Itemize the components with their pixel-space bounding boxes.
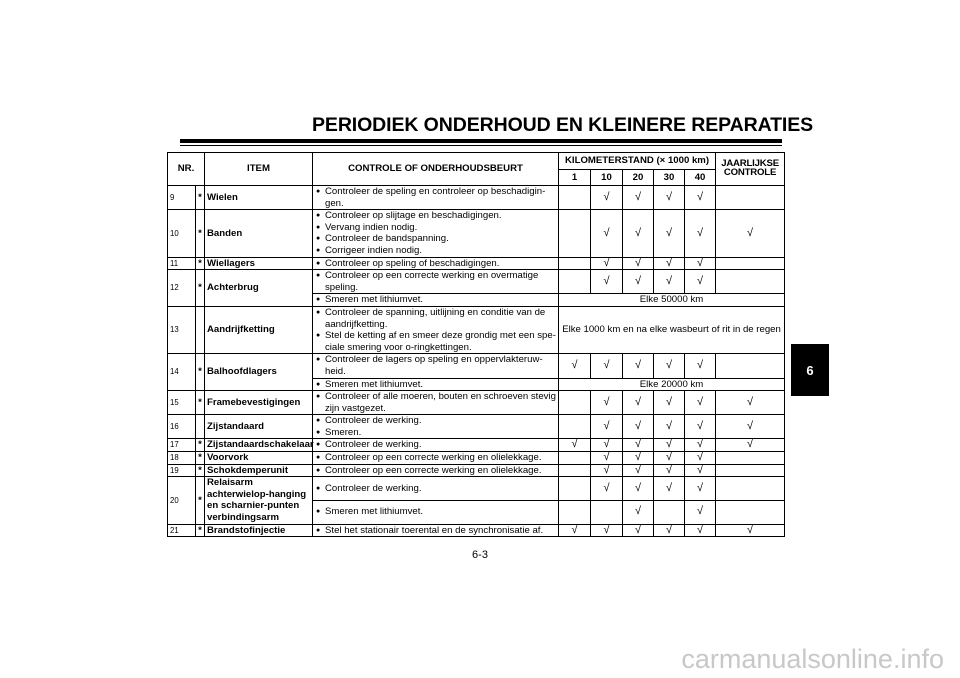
check-mark-cell <box>559 391 591 415</box>
check-mark-cell: √ <box>685 391 716 415</box>
check-list <box>315 506 556 518</box>
check-mark-cell <box>559 270 591 294</box>
row-number: 13 <box>168 306 196 353</box>
item-name: Zijstandaard <box>205 415 313 439</box>
check-mark-cell: √ <box>654 415 685 439</box>
item-name: Brandstofinjectie <box>205 524 313 537</box>
check-mark-cell <box>716 452 785 465</box>
row-number: 17 <box>168 439 196 452</box>
row-number: 15 <box>168 391 196 415</box>
watermark: carmanualsonline.info <box>681 644 944 674</box>
check-mark-cell <box>716 186 785 210</box>
check-list <box>315 354 556 377</box>
check-mark-cell: √ <box>654 477 685 501</box>
check-mark-cell: √ <box>716 415 785 439</box>
check-mark-cell: √ <box>654 524 685 537</box>
check-mark-cell: √ <box>716 210 785 257</box>
item-name: Voorvork <box>205 452 313 465</box>
check-mark-cell: √ <box>685 500 716 524</box>
check-item: ● Controleer op een correcte werking en olielekkage. <box>315 452 556 464</box>
row-number: 11 <box>168 257 196 270</box>
check-mark-cell: √ <box>591 464 623 477</box>
check-list <box>315 258 556 270</box>
table-row <box>168 464 785 477</box>
check-mark-cell: √ <box>623 186 654 210</box>
check-mark-cell: √ <box>654 210 685 257</box>
check-mark-cell: √ <box>591 452 623 465</box>
dealer-mark: * <box>196 186 205 210</box>
check-item: ● Smeren met lithiumvet. <box>315 379 556 391</box>
dealer-mark <box>196 415 205 439</box>
table-row <box>168 257 785 270</box>
check-mark-cell: √ <box>685 354 716 378</box>
check-list <box>315 379 556 391</box>
check-description <box>313 477 559 501</box>
item-name: Schokdemperunit <box>205 464 313 477</box>
table-row <box>168 306 785 353</box>
check-list <box>315 465 556 477</box>
item-name: Wiellagers <box>205 257 313 270</box>
check-mark-cell: √ <box>654 464 685 477</box>
row-number: 20 <box>168 477 196 524</box>
header-km-1: 1 <box>559 170 591 186</box>
check-item: ● Controleer of alle moeren, bouten en schroeven stevig zijn vastgezet. <box>315 391 556 414</box>
table-row <box>168 415 785 439</box>
check-item: ● Smeren met lithiumvet. <box>315 506 556 518</box>
header-km-30: 30 <box>654 170 685 186</box>
chapter-tab: 6 <box>791 344 829 396</box>
check-mark-cell: √ <box>591 524 623 537</box>
check-mark-cell <box>559 186 591 210</box>
check-mark-cell: √ <box>654 186 685 210</box>
check-mark-cell: √ <box>591 354 623 378</box>
check-mark-cell: √ <box>685 452 716 465</box>
check-mark-cell: √ <box>685 439 716 452</box>
item-name: Framebevestigingen <box>205 391 313 415</box>
check-mark-cell: √ <box>623 500 654 524</box>
check-item: ● Smeren met lithiumvet. <box>315 294 556 306</box>
check-item: ● Controleer op slijtage en beschadigingen. <box>315 210 556 222</box>
check-item: ● Controleer op een correcte werking en olielekkage. <box>315 465 556 477</box>
header-yearly-line1: JAARLIJKSE <box>721 158 779 170</box>
check-description <box>313 391 559 415</box>
check-description <box>313 210 559 257</box>
check-mark-cell <box>716 354 785 378</box>
row-number: 19 <box>168 464 196 477</box>
row-number: 9 <box>168 186 196 210</box>
title-rule-thin <box>180 145 782 146</box>
header-km-10: 10 <box>591 170 623 186</box>
check-description <box>313 439 559 452</box>
check-description <box>313 500 559 524</box>
check-mark-cell <box>716 500 785 524</box>
item-name: Balhoofdlagers <box>205 354 313 391</box>
check-mark-cell: √ <box>591 415 623 439</box>
check-mark-cell: √ <box>623 257 654 270</box>
table-row <box>168 524 785 537</box>
check-mark-cell: √ <box>685 415 716 439</box>
table-row <box>168 270 785 294</box>
header-item: ITEM <box>205 153 313 186</box>
check-mark-cell: √ <box>591 439 623 452</box>
item-name: Aandrijfketting <box>205 306 313 353</box>
check-item: ● Controleer de lagers op speling en oppervlakteruw-heid. <box>315 354 556 377</box>
check-description <box>313 270 559 294</box>
check-description <box>313 294 559 307</box>
check-description <box>313 257 559 270</box>
check-mark-cell <box>559 464 591 477</box>
check-list <box>315 270 556 293</box>
check-mark-cell <box>716 477 785 501</box>
header-yearly-check <box>716 153 785 186</box>
check-mark-cell: √ <box>591 186 623 210</box>
check-mark-cell <box>716 464 785 477</box>
dealer-mark: * <box>196 210 205 257</box>
check-description <box>313 464 559 477</box>
check-item: ● Controleer de werking. <box>315 415 556 427</box>
check-list <box>315 439 556 451</box>
check-item: ● Controleer de spanning, uitlijning en conditie van de aandrijfketting. <box>315 307 556 330</box>
check-mark-cell: √ <box>591 257 623 270</box>
interval-text: Elke 1000 km en na elke wasbeurt of rit in de regen <box>559 306 785 353</box>
check-mark-cell: √ <box>623 464 654 477</box>
row-number: 14 <box>168 354 196 391</box>
check-mark-cell: √ <box>559 524 591 537</box>
check-mark-cell: √ <box>685 477 716 501</box>
header-km-20: 20 <box>623 170 654 186</box>
check-mark-cell: √ <box>685 270 716 294</box>
check-mark-cell <box>559 257 591 270</box>
table-row <box>168 354 785 378</box>
item-name: Achterbrug <box>205 270 313 307</box>
check-item: ● Corrigeer indien nodig. <box>315 245 556 257</box>
row-number: 12 <box>168 270 196 307</box>
check-item: ● Stel het stationair toerental en de synchronisatie af. <box>315 525 556 537</box>
interval-text: Elke 50000 km <box>559 294 785 307</box>
check-description <box>313 524 559 537</box>
check-mark-cell: √ <box>591 477 623 501</box>
check-mark-cell: √ <box>623 270 654 294</box>
dealer-mark: * <box>196 257 205 270</box>
header-yearly-line2: CONTROLE <box>723 167 777 178</box>
item-name: Zijstandaardschakelaar <box>205 439 313 452</box>
check-mark-cell: √ <box>623 439 654 452</box>
item-name: Relaisarm achterwielop-hanging en scharnier-punten verbindingsarm <box>205 477 313 524</box>
check-description <box>313 452 559 465</box>
check-mark-cell: √ <box>654 391 685 415</box>
check-item: ● Stel de ketting af en smeer deze grondig met een spe-ciale smering voor o-ringkettingen. <box>315 330 556 353</box>
check-list <box>315 210 556 256</box>
check-description <box>313 306 559 353</box>
check-description <box>313 354 559 378</box>
check-mark-cell: √ <box>623 415 654 439</box>
check-item: ● Controleer de bandspanning. <box>315 233 556 245</box>
table-row <box>168 452 785 465</box>
check-mark-cell <box>559 452 591 465</box>
check-item: ● Controleer de speling en controleer op beschadigin-gen. <box>315 186 556 209</box>
header-nr: NR. <box>168 153 205 186</box>
check-item: ● Controleer de werking. <box>315 483 556 495</box>
check-mark-cell: √ <box>623 354 654 378</box>
table-row <box>168 210 785 257</box>
dealer-mark: * <box>196 464 205 477</box>
dealer-mark: * <box>196 477 205 524</box>
table-row <box>168 477 785 501</box>
check-list <box>315 452 556 464</box>
page-number: 6-3 <box>472 549 488 561</box>
maintenance-table <box>167 152 785 537</box>
check-mark-cell <box>559 210 591 257</box>
page-title: PERIODIEK ONDERHOUD EN KLEINERE REPARATIES <box>312 114 814 136</box>
header-km-40: 40 <box>685 170 716 186</box>
check-item: ● Smeren. <box>315 427 556 439</box>
check-list <box>315 483 556 495</box>
dealer-mark: * <box>196 439 205 452</box>
item-name: Banden <box>205 210 313 257</box>
check-description <box>313 186 559 210</box>
check-list <box>315 186 556 209</box>
check-list <box>315 391 556 414</box>
check-mark-cell: √ <box>591 270 623 294</box>
item-name: Wielen <box>205 186 313 210</box>
check-description <box>313 378 559 391</box>
check-mark-cell: √ <box>654 452 685 465</box>
check-list <box>315 294 556 306</box>
check-mark-cell: √ <box>685 257 716 270</box>
row-number: 18 <box>168 452 196 465</box>
check-item: ● Controleer de werking. <box>315 439 556 451</box>
header-check: CONTROLE OF ONDERHOUDSBEURT <box>313 153 559 186</box>
check-mark-cell: √ <box>716 439 785 452</box>
check-list <box>315 525 556 537</box>
check-mark-cell <box>716 257 785 270</box>
check-mark-cell: √ <box>654 270 685 294</box>
check-mark-cell: √ <box>685 210 716 257</box>
dealer-mark: * <box>196 452 205 465</box>
check-item: ● Controleer op speling of beschadigingen. <box>315 258 556 270</box>
check-mark-cell: √ <box>685 186 716 210</box>
check-mark-cell <box>591 500 623 524</box>
title-rule-thick <box>180 139 782 143</box>
dealer-mark: * <box>196 524 205 537</box>
dealer-mark: * <box>196 270 205 307</box>
check-mark-cell: √ <box>623 524 654 537</box>
check-mark-cell: √ <box>591 391 623 415</box>
check-mark-cell: √ <box>623 452 654 465</box>
check-mark-cell <box>716 270 785 294</box>
maintenance-table-body <box>168 186 785 537</box>
check-mark-cell: √ <box>623 477 654 501</box>
check-item: ● Vervang indien nodig. <box>315 222 556 234</box>
check-mark-cell: √ <box>716 391 785 415</box>
check-mark-cell: √ <box>654 257 685 270</box>
dealer-mark <box>196 306 205 353</box>
check-item: ● Controleer op een correcte werking en overmatige speling. <box>315 270 556 293</box>
check-description <box>313 415 559 439</box>
header-odometer: KILOMETERSTAND (× 1000 km) <box>559 153 716 170</box>
table-row <box>168 439 785 452</box>
check-mark-cell <box>559 500 591 524</box>
interval-text: Elke 20000 km <box>559 378 785 391</box>
check-mark-cell: √ <box>559 439 591 452</box>
check-mark-cell: √ <box>559 354 591 378</box>
check-mark-cell: √ <box>591 210 623 257</box>
check-mark-cell: √ <box>623 210 654 257</box>
table-row <box>168 186 785 210</box>
check-mark-cell <box>559 415 591 439</box>
check-mark-cell: √ <box>623 391 654 415</box>
dealer-mark: * <box>196 391 205 415</box>
check-mark-cell <box>654 500 685 524</box>
check-mark-cell <box>559 477 591 501</box>
row-number: 21 <box>168 524 196 537</box>
check-mark-cell: √ <box>685 524 716 537</box>
dealer-mark: * <box>196 354 205 391</box>
check-list <box>315 307 556 353</box>
row-number: 10 <box>168 210 196 257</box>
row-number: 16 <box>168 415 196 439</box>
check-mark-cell: √ <box>716 524 785 537</box>
check-mark-cell: √ <box>685 464 716 477</box>
check-mark-cell: √ <box>654 439 685 452</box>
check-mark-cell: √ <box>654 354 685 378</box>
check-list <box>315 415 556 438</box>
table-row <box>168 391 785 415</box>
